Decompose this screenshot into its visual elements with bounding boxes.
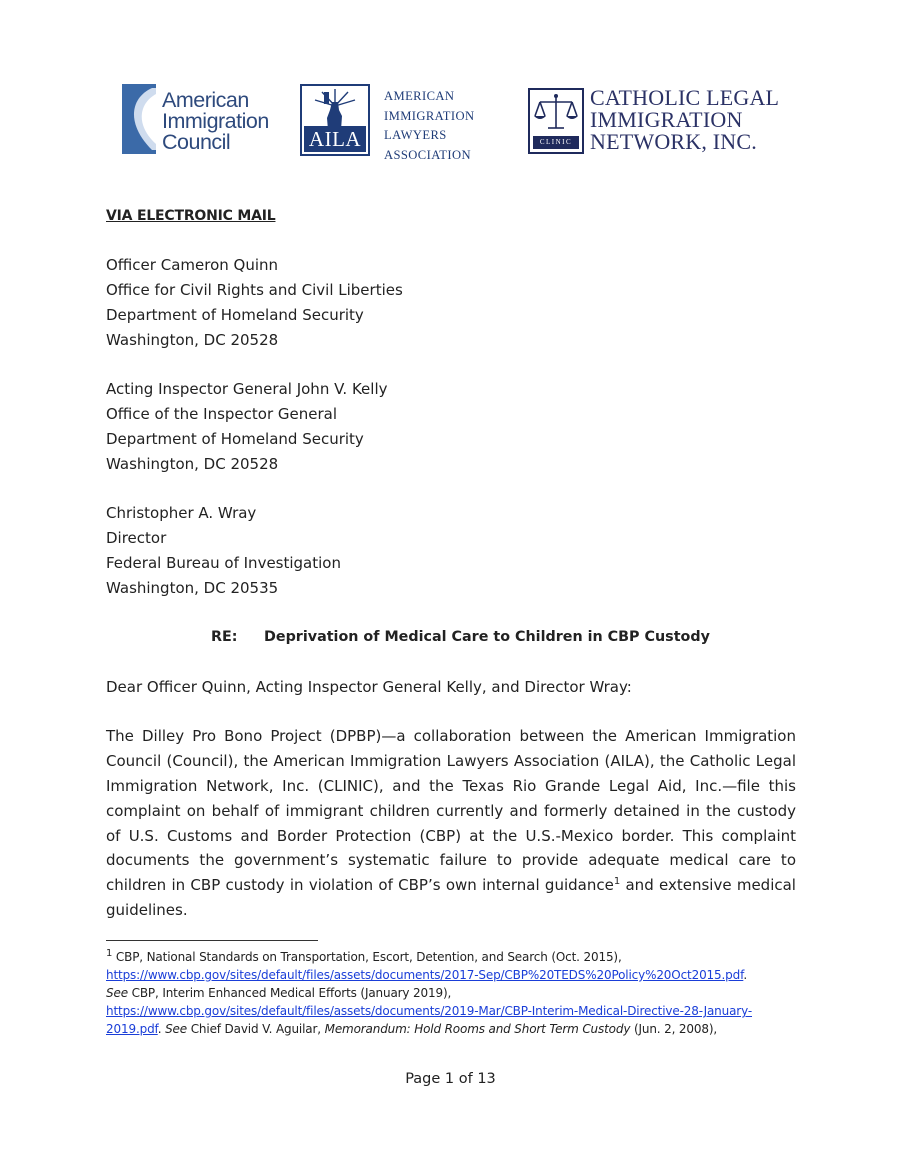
see-signal: See (165, 1022, 188, 1036)
address-line: Washington, DC 20535 (106, 578, 279, 597)
address-line: Officer Cameron Quinn (106, 256, 279, 275)
footnote-text: . (157, 1022, 166, 1036)
aila-badge (300, 84, 370, 156)
footnote-text: CBP, National Standards on Transportation, Escort, Detention, and Search (Oct. 2015), (112, 950, 622, 964)
aic-swoosh-icon (122, 84, 158, 154)
clinic-logo (528, 85, 788, 158)
subject-text: Deprivation of Medical Care to Children in CBP Custody (264, 629, 710, 646)
footnote-link-2-end[interactable]: 2019.pdf (106, 1022, 158, 1036)
page-number: Page 1 of 13 (405, 1071, 496, 1087)
delivery-method: VIA ELECTRONIC MAIL (106, 208, 276, 224)
address-line: Washington, DC 20528 (106, 454, 279, 473)
footnote (106, 948, 800, 1038)
footnote-link-2[interactable]: https://www.cbp.gov/sites/default/files/assets/documents/2019-Mar/CBP-Interim-Medical-Directive-28-January- (106, 1004, 753, 1018)
footnote-line-5 (106, 1020, 800, 1038)
clinic-badge-label: CLINIC (533, 136, 579, 149)
address-line: Washington, DC 20528 (106, 330, 279, 349)
body-text-end: and extensive medical guidelines. (106, 876, 796, 920)
body-paragraph (106, 724, 796, 922)
footnote-divider (106, 940, 318, 941)
clinic-line-2: IMMIGRATION (590, 107, 743, 132)
letter-body (106, 204, 796, 923)
address-line: Federal Bureau of Investigation (106, 553, 341, 572)
recipient-address-1 (106, 253, 796, 352)
footnote-ref[interactable]: 1 (613, 876, 621, 888)
scales-of-justice-icon (530, 90, 582, 136)
statue-of-liberty-icon (302, 86, 368, 130)
clinic-line-1: CATHOLIC LEGAL (590, 85, 780, 110)
subject-line (106, 625, 796, 650)
aila-badge-label: AILA (304, 126, 366, 152)
address-line: Department of Homeland Security (106, 429, 364, 448)
footnote-text: (Jun. 2, 2008), (630, 1022, 718, 1036)
aila-logo (300, 84, 480, 162)
subject-label: RE: (211, 629, 238, 646)
aic-line-3: Council (162, 130, 231, 154)
footnote-text: . (743, 968, 747, 982)
address-line: Office of the Inspector General (106, 405, 338, 424)
footnote-line-1 (106, 948, 800, 966)
address-line: Christopher A. Wray (106, 504, 257, 523)
address-line: Acting Inspector General John V. Kelly (106, 380, 388, 399)
footnote-line-2 (106, 966, 800, 984)
footnote-marker: 1 (106, 948, 113, 959)
salutation: Dear Officer Quinn, Acting Inspector General Kelly, and Director Wray: (106, 677, 632, 696)
footnote-link-1[interactable]: https://www.cbp.gov/sites/default/files/assets/documents/2017-Sep/CBP%20TEDS%20Policy%20Oct2015.pdf (106, 968, 744, 982)
clinic-badge (528, 88, 584, 154)
footnote-line-4 (106, 1002, 800, 1020)
recipient-address-2 (106, 377, 796, 476)
memo-title: Memorandum: Hold Rooms and Short Term Custody (324, 1022, 631, 1036)
aila-line-4: ASSOCIATION (384, 147, 471, 162)
body-text: The Dilley Pro Bono Project (DPBP)—a collaboration between the American Immigration Council (Council), the American Immigration Lawyers Association (AILA), the Catholic Legal Immigration Network, Inc. (CLINIC), and the Texas Rio Grande Legal Aid, Inc.—file this complaint on behalf of immigrant children currently and formerly detained in the custody of U.S. Customs and Border Protection (CBP) at the U.S.-Mexico border. This complaint documents the government’s systematic failure to provide adequate medical care to children in CBP custody in violation of CBP’s own internal guidance (106, 727, 796, 895)
aila-line-3: LAWYERS (384, 128, 447, 142)
aic-line-2: Immigration (162, 109, 269, 133)
address-line: Director (106, 529, 167, 548)
footnote-text: Chief David V. Aguilar, (187, 1022, 325, 1036)
footnote-text: CBP, Interim Enhanced Medical Efforts (January 2019), (127, 986, 452, 1000)
address-line: Office for Civil Rights and Civil Liberties (106, 281, 403, 300)
aila-line-2: IMMIGRATION (384, 108, 475, 123)
footnote-line-3 (106, 984, 800, 1002)
recipient-address-3 (106, 501, 796, 600)
address-line: Department of Homeland Security (106, 305, 364, 324)
american-immigration-council-logo (122, 84, 272, 156)
aila-line-1: AMERICAN (384, 89, 455, 103)
aic-line-1: American (162, 88, 249, 112)
clinic-line-3: NETWORK, INC. (590, 129, 757, 154)
see-signal: See (106, 986, 128, 1000)
